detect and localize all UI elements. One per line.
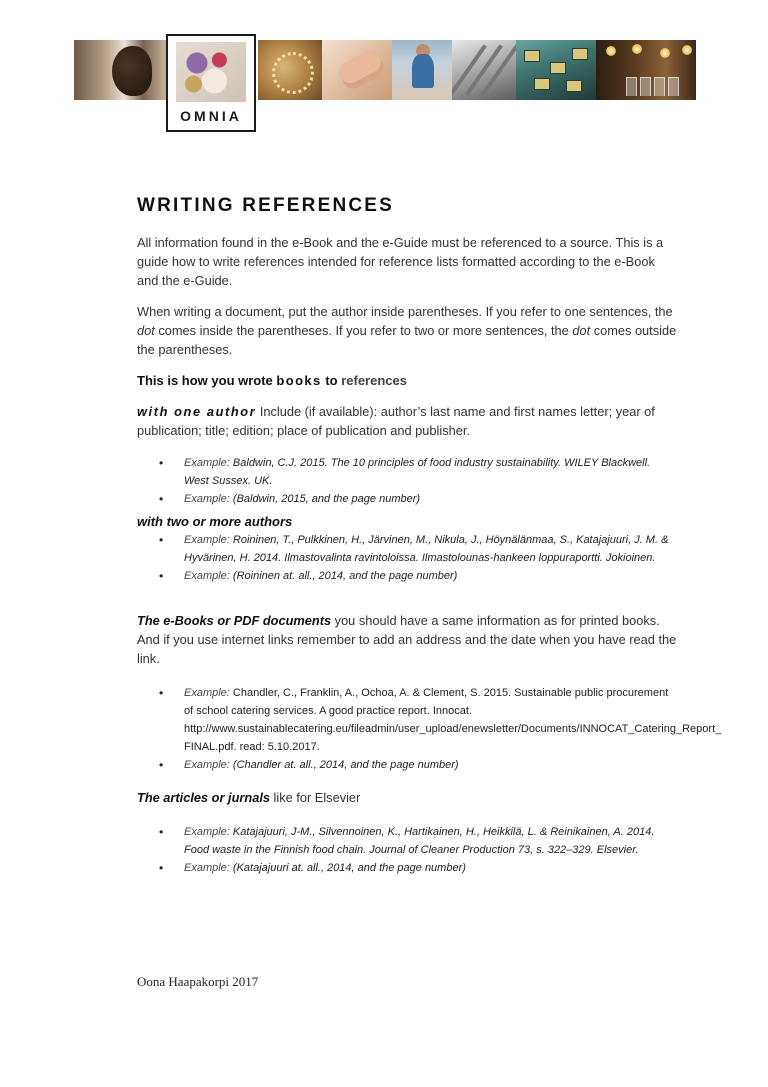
- footer-author: Oona Haapakorpi 2017: [137, 974, 259, 989]
- banner-photo-person: [392, 40, 452, 100]
- list-item: • Example: (Chandler at. all., 2014, and the page number): [137, 756, 677, 774]
- two-authors-heading: with two or more authors: [137, 514, 293, 529]
- ebooks-paragraph: The e-Books or PDF documents you should have a same information as for printed books. And if you use internet links remember to add an address and the date when you have read the link.: [137, 613, 677, 666]
- logo-photo: [176, 42, 246, 102]
- intro-paragraph-2: When writing a document, put the author inside parentheses. If you refer to one sentences, the dot comes inside the parentheses. If you refer to two or more sentences, the dot comes outside the parentheses.: [137, 304, 677, 357]
- two-authors-examples: [137, 531, 677, 585]
- logo-text: OMNIA: [180, 108, 242, 124]
- one-author-paragraph: with one author Include (if available): author’s last name and first names letter; year of publication; title; edition; place of publication and publisher.: [137, 404, 655, 438]
- banner-photo-metal: [452, 40, 516, 100]
- omnia-logo: [166, 34, 256, 132]
- page-title: WRITING REFERENCES: [137, 195, 395, 216]
- list-item: • Example: Roininen, T., Pulkkinen, H., Järvinen, M., Nikula, J., Höynälänmaa, S., Katajajuuri, J. M. & Hyvärinen, H. 2014. Ilmastovalinta ravintoloissa. Ilmastolounas-hankeen loppuraportti. Jokioinen.: [137, 531, 677, 567]
- ebooks-examples: [137, 684, 722, 774]
- document-body: [137, 195, 722, 883]
- articles-paragraph: The articles or jurnals like for Elsevier: [137, 790, 361, 805]
- articles-examples: [137, 823, 677, 877]
- list-item: • Example: Chandler, C., Franklin, A., Ochoa, A. & Clement, S. 2015. Sustainable public procurement of school catering services. A good practice report. Innocat. http://www.sustainablecatering.eu/fileadmin/user_upload/enewsletter/Documents/INNOCAT_Catering_Report_ FINAL.pdf. read: 5.10.2017.: [137, 684, 677, 756]
- banner-photo-circuit: [516, 40, 596, 100]
- banner-photo-glasses: [596, 40, 696, 100]
- list-item: • Example: (Baldwin, 2015, and the page number): [137, 490, 677, 508]
- banner-photo-pattern: [258, 40, 322, 100]
- intro-paragraph-1: All information found in the e-Book and the e-Guide must be referenced to a source. This is a guide how to write references intended for reference lists formatted according to the e-Book and the e-Guide.: [137, 235, 664, 288]
- books-heading: This is how you wrote books to references: [137, 373, 407, 388]
- list-item: • Example: Baldwin, C.J. 2015. The 10 principles of food industry sustainability. WILEY Blackwell. West Sussex. UK.: [137, 454, 677, 490]
- one-author-examples: [137, 454, 677, 508]
- list-item: • Example: (Roininen at. all., 2014, and the page number): [137, 567, 677, 585]
- banner-photo-hands: [322, 40, 392, 100]
- banner-photo-hair: [74, 40, 166, 100]
- list-item: • Example: (Katajajuuri at. all., 2014, and the page number): [137, 859, 677, 877]
- list-item: • Example: Katajajuuri, J-M., Silvennoinen, K., Hartikainen, H., Heikkilä, L. & Reinikainen, A. 2014. Food waste in the Finnish food chain. Journal of Cleaner Production 73, s. 322–329. Elsevier.: [137, 823, 677, 859]
